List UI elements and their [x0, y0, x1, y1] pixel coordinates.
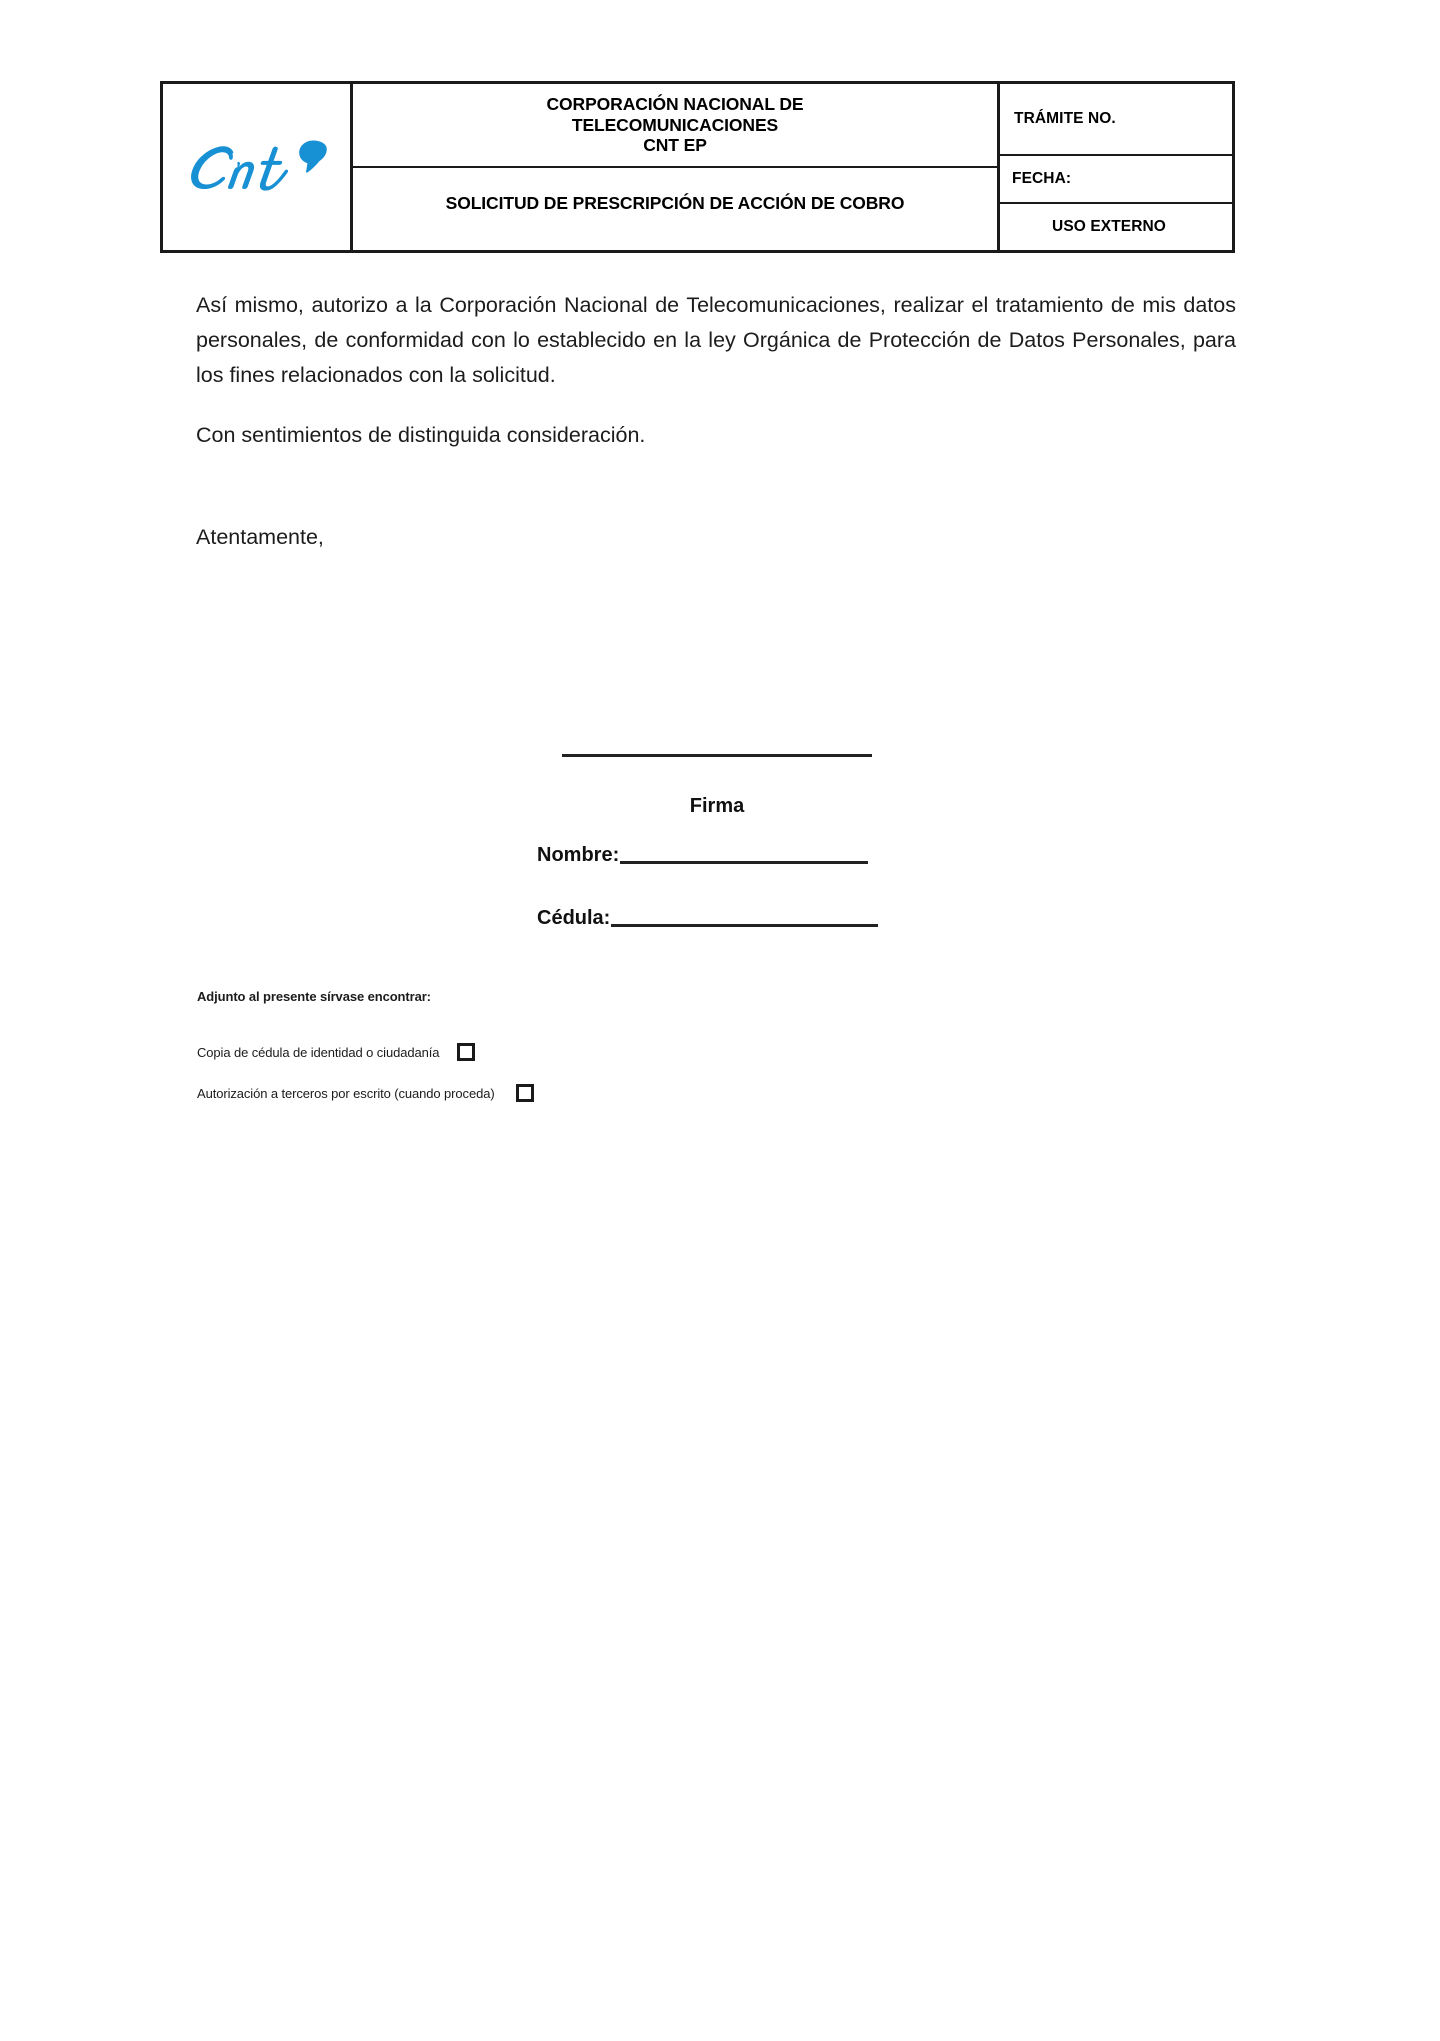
signature-rule: [562, 754, 872, 757]
attachment-label: Copia de cédula de identidad o ciudadanía: [197, 1044, 440, 1060]
header-form-title: [353, 168, 997, 250]
nombre-label: Nombre:: [537, 844, 620, 866]
cedula-input-rule[interactable]: [611, 924, 878, 927]
org-title-line-1: CORPORACIÓN NACIONAL DE: [546, 94, 804, 115]
nombre-input-rule[interactable]: [620, 861, 868, 864]
header-org-title: [353, 84, 997, 168]
header-logo-cell: [163, 84, 353, 250]
cnt-logo-icon: [182, 130, 332, 204]
header-table: [160, 81, 1235, 253]
attachment-checkbox[interactable]: [457, 1043, 475, 1061]
header-meta-cell: [1000, 84, 1232, 250]
attachment-item-third-party-auth[interactable]: [197, 1084, 534, 1102]
uso-externo-cell: [1000, 204, 1232, 250]
nombre-field-row[interactable]: [537, 845, 868, 865]
tramite-field[interactable]: [1000, 84, 1232, 156]
body-text-block: [196, 288, 1236, 479]
org-title-line-3: CNT EP: [643, 135, 707, 156]
cedula-label: Cédula:: [537, 907, 611, 929]
cedula-field-row[interactable]: [537, 908, 878, 928]
attachment-label: Autorización a terceros por escrito (cuando proceda): [197, 1085, 495, 1101]
tramite-label: TRÁMITE NO.: [1014, 110, 1116, 127]
attachment-checkbox[interactable]: [516, 1084, 534, 1102]
fecha-label: FECHA:: [1012, 170, 1072, 187]
attachments-title: Adjunto al presente sírvase encontrar:: [197, 989, 431, 1004]
fecha-field[interactable]: [1000, 156, 1232, 204]
signature-label: Firma: [689, 795, 745, 817]
header-title-cell: [353, 84, 1000, 250]
org-title-line-2: TELECOMUNICACIONES: [571, 114, 779, 135]
closing-salutation: Atentamente,: [196, 525, 324, 549]
header-org-title-text: [547, 94, 804, 155]
paragraph-authorization: Así mismo, autorizo a la Corporación Nacional de Telecomunicaciones, realizar el tratamiento de mis datos personales, de conformidad con lo establecido en la ley Orgánica de Protección de Datos Personales, para los fines relacionados con la solicitud.: [196, 293, 1236, 387]
uso-externo-label: USO EXTERNO: [1052, 218, 1166, 235]
attachment-item-cedula-copy[interactable]: [197, 1043, 475, 1061]
header-form-title-text: SOLICITUD DE PRESCRIPCIÓN DE ACCIÓN DE COBRO: [445, 192, 905, 213]
paragraph-closing-sentiment: Con sentimientos de distinguida consideración.: [196, 423, 646, 448]
